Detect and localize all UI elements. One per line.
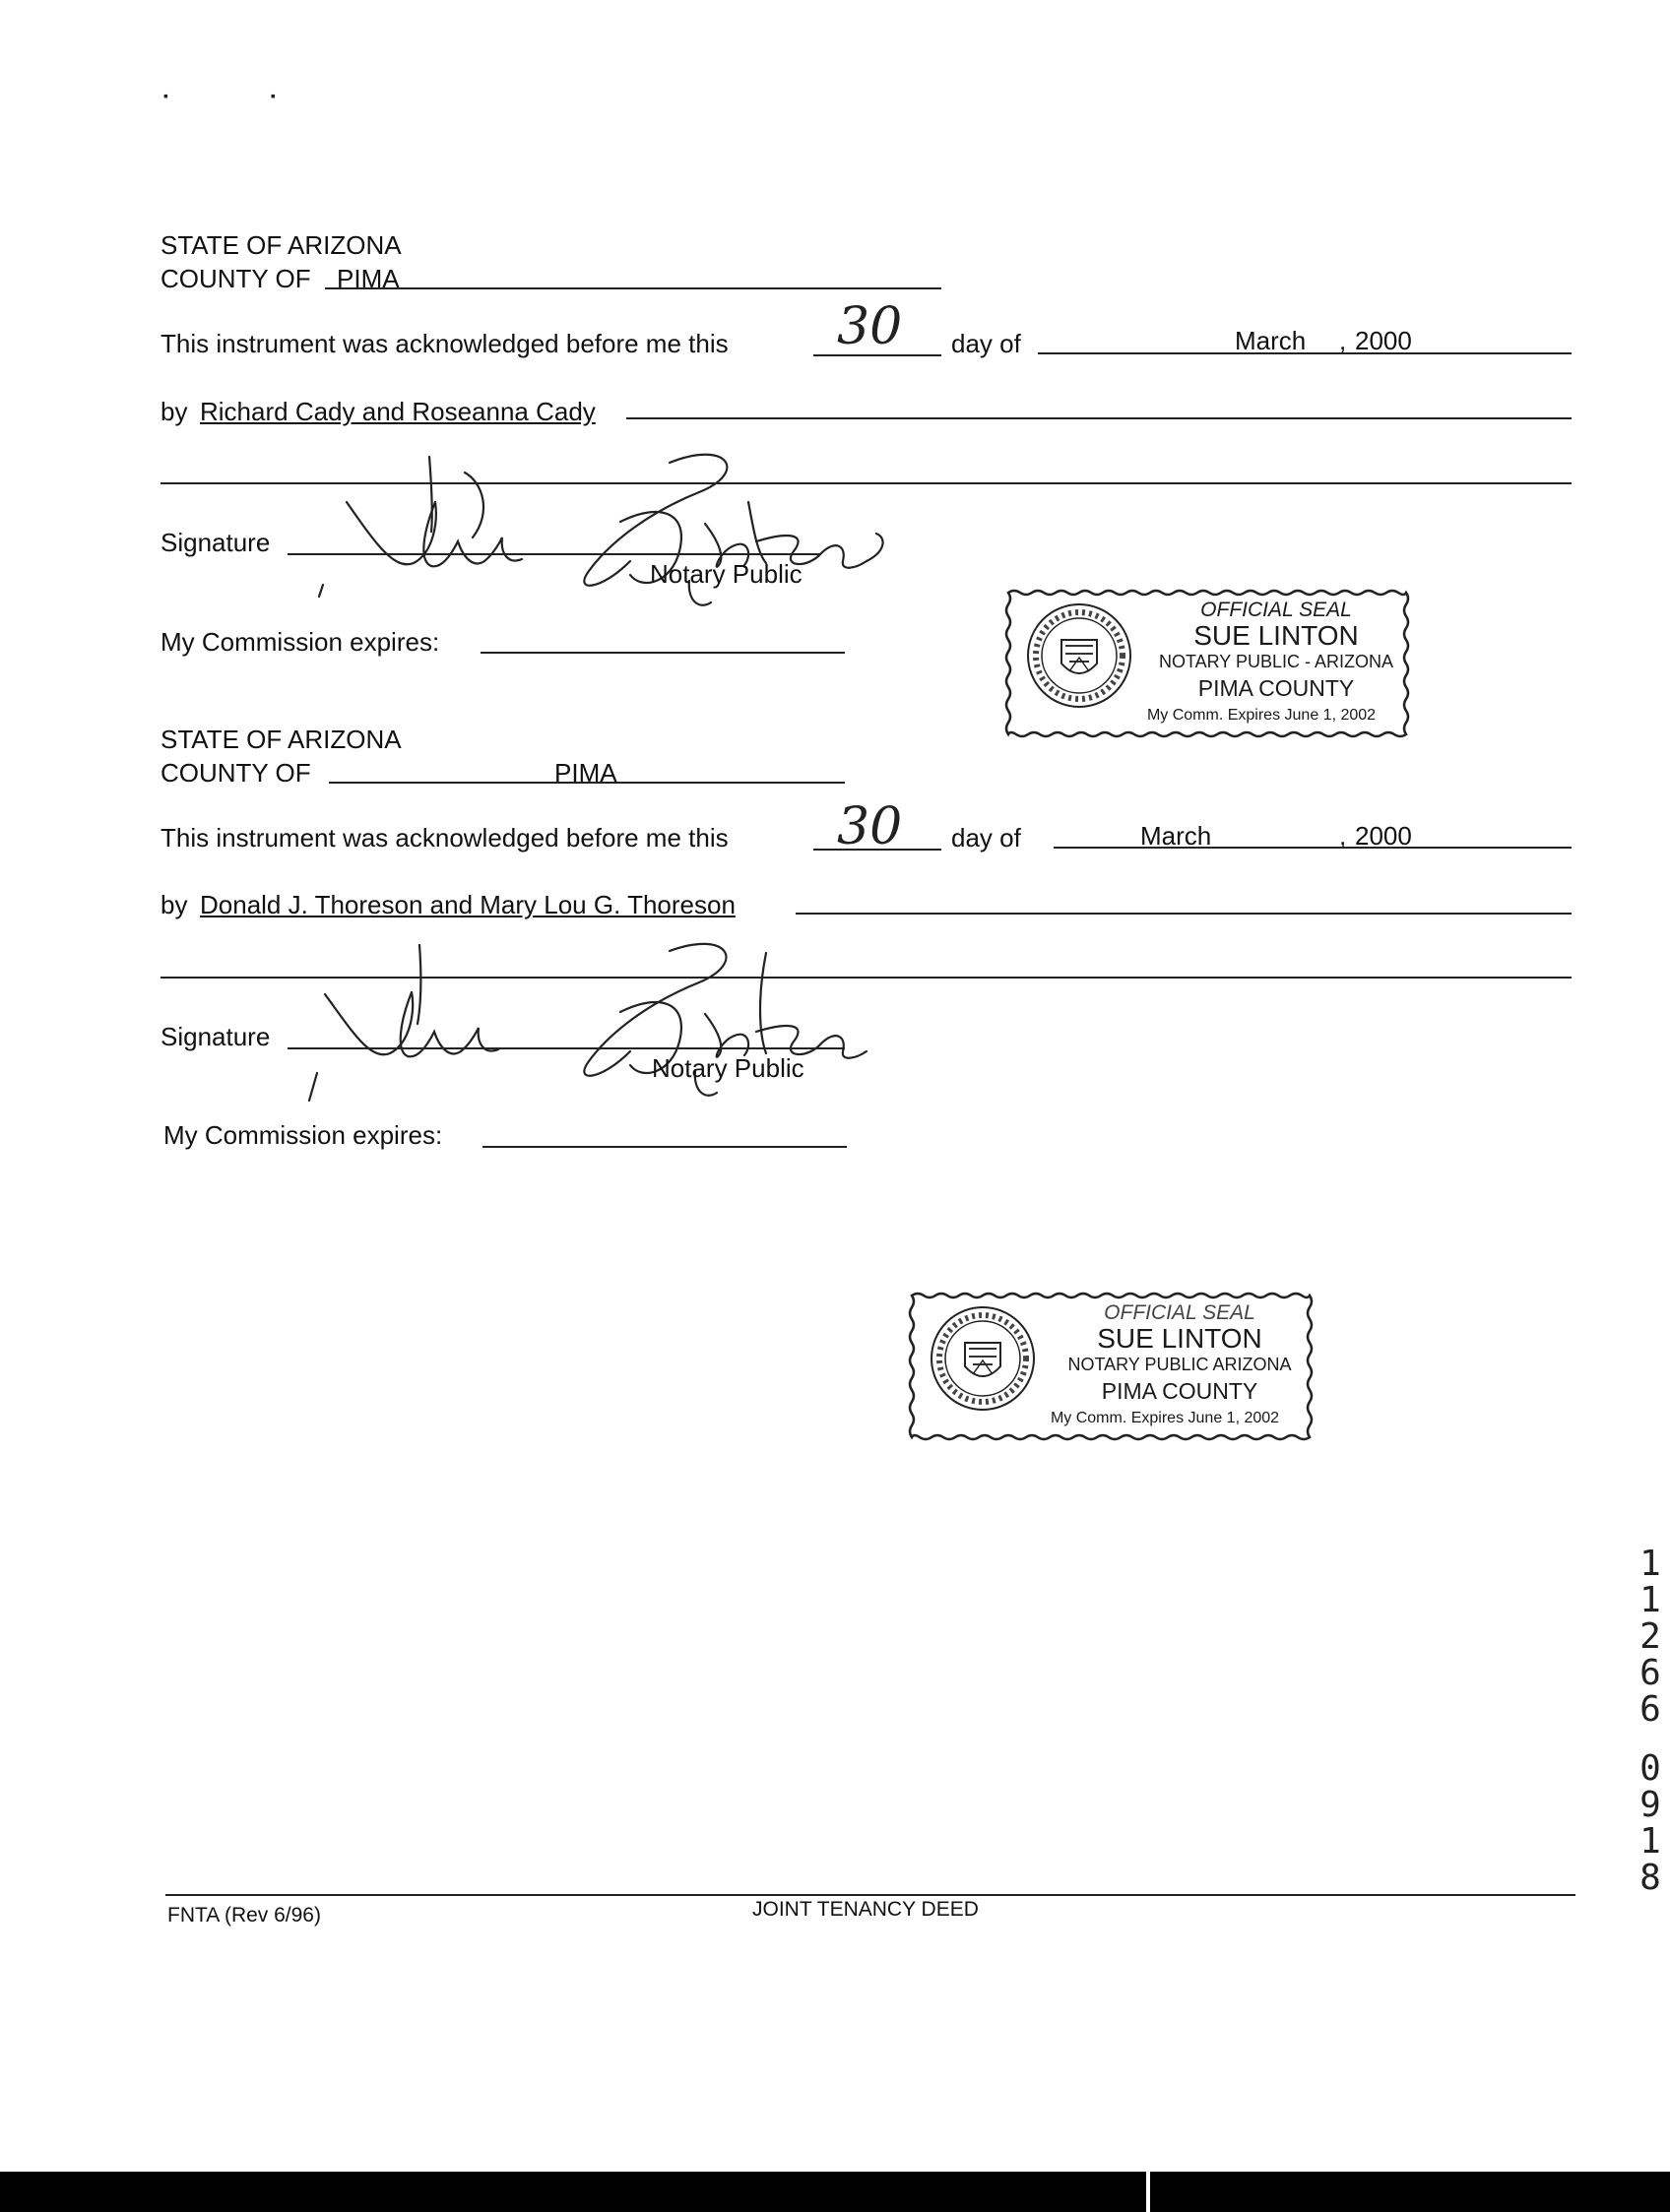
- county-line-1: [325, 287, 941, 289]
- state-label-1: STATE OF ARIZONA: [161, 230, 402, 260]
- seal-1-line2: SUE LINTON: [1193, 620, 1359, 651]
- county-line-2: [329, 782, 845, 784]
- seal-1-line5: My Comm. Expires June 1, 2002: [1146, 707, 1377, 724]
- year-sep-1: ,: [1339, 326, 1347, 355]
- footer-rule: [165, 1894, 1575, 1896]
- seal-2-line1: OFFICIAL SEAL: [1104, 1301, 1255, 1324]
- day-value-2: 30: [837, 797, 903, 856]
- seal-2-line4: PIMA COUNTY: [1101, 1378, 1258, 1404]
- commission-label-1: My Commission expires:: [161, 627, 440, 657]
- county-value-1: PIMA: [337, 264, 400, 293]
- margin-digit: 2: [1639, 1616, 1661, 1657]
- seal-2-line5: My Comm. Expires June 1, 2002: [1050, 1410, 1280, 1426]
- handwritten-signature-2: [295, 933, 886, 1110]
- state-label-2: STATE OF ARIZONA: [161, 725, 402, 754]
- month-value-1: March: [1235, 326, 1307, 355]
- day-line-1: [813, 354, 941, 356]
- margin-digit: 1: [1639, 1544, 1661, 1584]
- county-label-1: COUNTY OF: [161, 264, 311, 293]
- margin-digit: 9: [1639, 1785, 1661, 1825]
- form-code: FNTA (Rev 6/96): [167, 1904, 321, 1927]
- margin-digit: 1: [1639, 1821, 1661, 1862]
- scan-border-gap: [1146, 2172, 1150, 2212]
- commission-line-2: [482, 1146, 847, 1148]
- notary-label-2: Notary Public: [652, 1053, 804, 1083]
- by-label-2: by: [161, 890, 188, 919]
- day-value-1: 30: [837, 297, 903, 356]
- year-sep-2: ,: [1339, 821, 1347, 851]
- year-value-2: 2000: [1355, 821, 1412, 851]
- seal-1-line1: OFFICIAL SEAL: [1200, 599, 1352, 621]
- margin-digit: 6: [1639, 1689, 1661, 1730]
- day-line-2: [813, 849, 941, 851]
- day-of-label-1: day of: [951, 329, 1021, 358]
- county-label-2: COUNTY OF: [161, 758, 311, 788]
- handwritten-signature-1: [315, 443, 906, 620]
- by-line-1: [626, 417, 1572, 419]
- by-line-2: [796, 913, 1572, 915]
- seal-2-line2: SUE LINTON: [1097, 1323, 1262, 1354]
- date-line-1: [1038, 352, 1572, 354]
- commission-line-1: [481, 652, 845, 654]
- ack-label-2: This instrument was acknowledged before me this: [161, 823, 729, 853]
- by-label-1: by: [161, 397, 188, 426]
- official-seal-1: [1000, 587, 1412, 742]
- by-names-2: Donald J. Thoreson and Mary Lou G. Thoreson: [200, 890, 736, 919]
- notary-label-1: Notary Public: [650, 559, 803, 589]
- margin-digit: 0: [1639, 1748, 1661, 1789]
- document-title: JOINT TENANCY DEED: [752, 1898, 979, 1921]
- county-value-2: PIMA: [554, 758, 617, 788]
- by-names-1: Richard Cady and Roseanna Cady: [200, 397, 596, 426]
- margin-digit: 8: [1639, 1858, 1661, 1898]
- margin-digit: 1: [1639, 1580, 1661, 1620]
- signature-label-2: Signature: [161, 1022, 271, 1051]
- signature-label-1: Signature: [161, 528, 271, 557]
- month-value-2: March: [1140, 821, 1212, 851]
- day-of-label-2: day of: [951, 823, 1021, 853]
- official-seal-2: [904, 1290, 1316, 1445]
- seal-1-line4: PIMA COUNTY: [1197, 675, 1355, 701]
- date-line-2: [1054, 847, 1572, 849]
- scan-marks: ▪ ▪: [163, 88, 325, 103]
- ack-label-1: This instrument was acknowledged before me this: [161, 329, 729, 358]
- year-value-1: 2000: [1355, 326, 1412, 355]
- seal-2-line3: NOTARY PUBLIC ARIZONA: [1067, 1355, 1292, 1374]
- commission-label-2: My Commission expires:: [163, 1120, 443, 1150]
- margin-digit: 6: [1639, 1653, 1661, 1693]
- scan-border-bottom: [0, 2172, 1670, 2212]
- seal-1-line3: NOTARY PUBLIC - ARIZONA: [1158, 652, 1394, 671]
